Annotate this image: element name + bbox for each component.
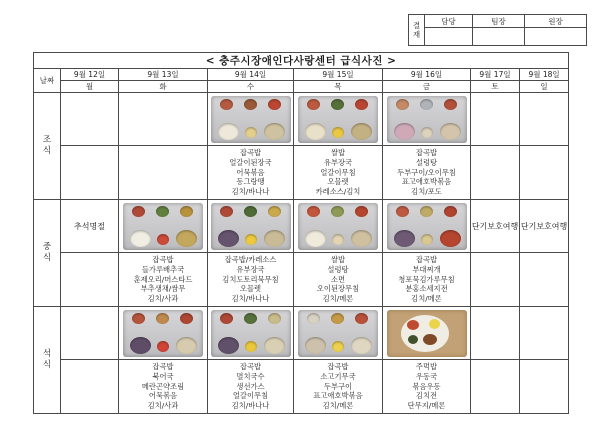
side-dish-bowl-shape bbox=[180, 313, 193, 324]
dinner-col5-photo-cell bbox=[383, 307, 471, 360]
ctr-bowl-shape bbox=[157, 341, 169, 352]
soup-bowl-shape bbox=[440, 230, 461, 247]
meal-label-dinner: 석 식 bbox=[34, 307, 61, 414]
page-title: < 충주시장애인다사랑센터 급식사진 > bbox=[34, 53, 569, 69]
menu-line: 볶음우동 bbox=[412, 381, 441, 391]
side-dish-bowl-shape bbox=[244, 206, 257, 217]
approval-stamp-label bbox=[409, 15, 425, 46]
rice-bowl-shape bbox=[305, 230, 326, 247]
menu-line: 유부장국 bbox=[236, 264, 265, 274]
breakfast-col7-menu-cell bbox=[520, 146, 569, 200]
menu-line: 우동국 bbox=[415, 371, 438, 381]
approval-col-timjang: 팀장 bbox=[473, 15, 525, 28]
menu-line: 단무지/메론 bbox=[407, 401, 446, 411]
dinner-col2-menu-cell bbox=[119, 360, 208, 414]
approval-sign-cell bbox=[525, 28, 587, 46]
menu-line: 어묵볶음 bbox=[236, 167, 265, 177]
side-dish-bowl-shape bbox=[268, 99, 281, 110]
rice-bowl-shape bbox=[394, 230, 415, 247]
menu-line: 김치/메론 bbox=[411, 294, 442, 304]
breakfast-col2-photo-cell bbox=[119, 93, 208, 146]
dinner-col7-photo-cell bbox=[520, 307, 569, 360]
rice-bowl-shape bbox=[130, 337, 151, 354]
ctr-bowl-shape bbox=[421, 234, 433, 245]
rice-bowl-shape bbox=[218, 230, 239, 247]
dinner-col1-menu-cell bbox=[61, 360, 119, 414]
date-col-2: 9월 13일 bbox=[119, 69, 208, 81]
menu-line: 얼갈이무침 bbox=[320, 167, 356, 177]
day-col-4: 목 bbox=[294, 81, 383, 93]
breakfast-col5-photo-cell bbox=[383, 93, 471, 146]
menu-line: 김치/바나나 bbox=[231, 294, 270, 304]
menu-line: 오믈렛 bbox=[327, 177, 349, 187]
menu-line: 들가루배추국 bbox=[141, 264, 185, 274]
menu-line: 얼갈이무침 bbox=[232, 391, 269, 401]
lunch-col6-note-cell: 단기보호여행 bbox=[471, 200, 520, 253]
rice-bowl-shape bbox=[218, 337, 239, 354]
side-dish-bowl-shape bbox=[355, 313, 368, 324]
date-col-6: 9월 17일 bbox=[471, 69, 520, 81]
side-dish-bowl-shape bbox=[355, 99, 368, 110]
menu-line: 부대찌개 bbox=[412, 264, 441, 274]
menu-line: 두부구이/오이무침 bbox=[397, 167, 456, 177]
lunch-col5-menu-cell bbox=[383, 253, 471, 307]
breakfast-col3-menu-cell bbox=[208, 146, 294, 200]
dinner-col6-photo-cell bbox=[471, 307, 520, 360]
meal-photo bbox=[298, 203, 378, 250]
rice-bowl-shape bbox=[305, 337, 326, 354]
side-dish-bowl-shape bbox=[132, 313, 145, 324]
breakfast-col4-photo-cell bbox=[294, 93, 383, 146]
meal-photo bbox=[387, 203, 467, 250]
lunch-col7-note-cell: 단기보호여행 bbox=[520, 200, 569, 253]
menu-line: 소고기무국 bbox=[320, 371, 356, 381]
date-header-label: 날짜 bbox=[34, 69, 61, 93]
soup-bowl-shape bbox=[351, 337, 372, 354]
menu-line: 주먹밥 bbox=[415, 362, 438, 371]
meal-photo bbox=[123, 310, 203, 357]
meal-photo bbox=[123, 203, 203, 250]
dinner-col1-photo-cell bbox=[61, 307, 119, 360]
menu-line: 동그랑땡 bbox=[236, 177, 265, 187]
breakfast-col6-photo-cell bbox=[471, 93, 520, 146]
side-dish-bowl-shape bbox=[420, 99, 433, 110]
menu-line: 오이된장무침 bbox=[316, 284, 360, 294]
meal-photo bbox=[298, 96, 378, 143]
soup-bowl-shape bbox=[440, 123, 461, 140]
meal-label-lunch: 중 식 bbox=[34, 200, 61, 307]
date-col-1: 9월 12일 bbox=[61, 69, 119, 81]
food-item-shape bbox=[408, 335, 418, 344]
side-dish-bowl-shape bbox=[156, 313, 169, 324]
side-dish-bowl-shape bbox=[180, 206, 193, 217]
menu-line: 얼갈이된장국 bbox=[229, 157, 272, 167]
menu-line: 분홍소세지전 bbox=[405, 284, 448, 294]
approval-stamp-top: 결 bbox=[412, 21, 421, 30]
breakfast-col4-menu-cell bbox=[294, 146, 383, 200]
food-item-shape bbox=[429, 319, 440, 329]
soup-bowl-shape bbox=[351, 230, 372, 247]
menu-line: 오믈렛 bbox=[239, 284, 262, 294]
dinner-col3-photo-cell bbox=[208, 307, 294, 360]
lunch-col2-photo-cell bbox=[119, 200, 208, 253]
day-col-7: 일 bbox=[520, 81, 569, 93]
menu-line: 김치전 bbox=[415, 391, 438, 401]
breakfast-col7-photo-cell bbox=[520, 93, 569, 146]
dinner-col3-menu-cell bbox=[208, 360, 294, 414]
day-col-3: 수 bbox=[208, 81, 294, 93]
menu-line: 잡곡밥 bbox=[239, 148, 262, 157]
meal-photo bbox=[387, 96, 467, 143]
side-dish-bowl-shape bbox=[307, 99, 320, 110]
date-col-7: 9월 18일 bbox=[520, 69, 569, 81]
side-dish-bowl-shape bbox=[331, 313, 344, 324]
menu-line: 김치/메론 bbox=[322, 401, 354, 411]
meal-label-breakfast: 조 식 bbox=[34, 93, 61, 200]
side-dish-bowl-shape bbox=[355, 206, 368, 217]
soup-bowl-shape bbox=[264, 230, 285, 247]
ctr-bowl-shape bbox=[421, 127, 433, 138]
breakfast-col3-photo-cell bbox=[208, 93, 294, 146]
menu-line: 표고애호박볶음 bbox=[313, 391, 363, 401]
menu-line: 김치/사과 bbox=[147, 294, 179, 304]
menu-table bbox=[33, 52, 569, 414]
dinner-col5-menu-cell bbox=[383, 360, 471, 414]
day-col-5: 금 bbox=[383, 81, 471, 93]
dinner-col6-menu-cell bbox=[471, 360, 520, 414]
lunch-col4-photo-cell bbox=[294, 200, 383, 253]
rice-bowl-shape bbox=[130, 230, 151, 247]
menu-line: 김치도토리묵무침 bbox=[222, 274, 279, 284]
menu-line: 설렁탕 bbox=[415, 157, 438, 167]
menu-line: 잡곡밥 bbox=[415, 255, 438, 264]
ctr-bowl-shape bbox=[332, 341, 344, 352]
dinner-col2-photo-cell bbox=[119, 307, 208, 360]
side-dish-bowl-shape bbox=[220, 313, 233, 324]
side-dish-bowl-shape bbox=[331, 99, 344, 110]
menu-line: 잡곡밥/카레소스 bbox=[224, 255, 277, 264]
rice-bowl-shape bbox=[394, 123, 415, 140]
side-dish-bowl-shape bbox=[220, 206, 233, 217]
lunch-col7-menu-cell bbox=[520, 253, 569, 307]
approval-col-damdang: 담당 bbox=[425, 15, 473, 28]
menu-line: 두부구이 bbox=[323, 381, 353, 391]
lunch-col3-menu-cell bbox=[208, 253, 294, 307]
menu-line: 북어국 bbox=[152, 371, 174, 381]
soup-bowl-shape bbox=[264, 123, 285, 140]
menu-line: 잡곡밥 bbox=[152, 255, 174, 264]
menu-line: 청포묵김가루무침 bbox=[398, 274, 455, 284]
day-col-6: 토 bbox=[471, 81, 520, 93]
lunch-col5-photo-cell bbox=[383, 200, 471, 253]
side-dish-bowl-shape bbox=[156, 206, 169, 217]
ctr-bowl-shape bbox=[245, 234, 257, 245]
menu-line: 잡곡밥 bbox=[415, 148, 438, 157]
side-dish-bowl-shape bbox=[331, 206, 344, 217]
rice-bowl-shape bbox=[218, 123, 239, 140]
menu-line: 김치/메론 bbox=[322, 294, 354, 304]
side-dish-bowl-shape bbox=[244, 313, 257, 324]
approval-stamp-bottom: 재 bbox=[412, 30, 421, 39]
menu-line: 부추생채/쌈무 bbox=[140, 284, 186, 294]
side-dish-bowl-shape bbox=[132, 206, 145, 217]
menu-line: 김치/사과 bbox=[147, 401, 179, 411]
side-dish-bowl-shape bbox=[244, 99, 257, 110]
meal-photo bbox=[298, 310, 378, 357]
menu-line: 김치/바나나 bbox=[231, 187, 270, 197]
menu-line: 멸치국수 bbox=[236, 371, 265, 381]
menu-line: 카레소스/김치 bbox=[315, 187, 361, 197]
approval-col-wonjang: 원장 bbox=[525, 15, 587, 28]
day-col-1: 월 bbox=[61, 81, 119, 93]
ctr-bowl-shape bbox=[245, 127, 257, 138]
food-item-shape bbox=[423, 334, 437, 345]
menu-line: 쌀밥 bbox=[330, 255, 346, 264]
side-dish-bowl-shape bbox=[444, 99, 457, 110]
food-item-shape bbox=[407, 320, 419, 330]
meal-photo bbox=[211, 203, 291, 250]
menu-line: 훈제오리/머스타드 bbox=[133, 274, 193, 284]
side-dish-bowl-shape bbox=[268, 206, 281, 217]
menu-line: 김치/바나나 bbox=[231, 401, 270, 411]
approval-table bbox=[408, 14, 587, 46]
date-col-5: 9월 16일 bbox=[383, 69, 471, 81]
side-dish-bowl-shape bbox=[396, 206, 409, 217]
menu-line: 어묵볶음 bbox=[148, 391, 178, 401]
breakfast-col1-photo-cell bbox=[61, 93, 119, 146]
breakfast-col2-menu-cell bbox=[119, 146, 208, 200]
lunch-col6-menu-cell bbox=[471, 253, 520, 307]
lunch-col1-note-cell: 추석명절 bbox=[61, 200, 119, 253]
soup-bowl-shape bbox=[264, 337, 285, 354]
ctr-bowl-shape bbox=[245, 341, 257, 352]
menu-line: 잡곡밥 bbox=[327, 362, 349, 371]
menu-line: 유부장국 bbox=[323, 157, 353, 167]
meal-photo bbox=[387, 310, 467, 357]
rice-bowl-shape bbox=[305, 123, 326, 140]
meal-photo bbox=[211, 96, 291, 143]
approval-sign-cell bbox=[473, 28, 525, 46]
menu-line: 메란곤약조림 bbox=[141, 381, 185, 391]
day-col-2: 화 bbox=[119, 81, 208, 93]
menu-line: 잡곡밥 bbox=[152, 362, 174, 371]
ctr-bowl-shape bbox=[332, 127, 344, 138]
menu-line: 생선가스 bbox=[236, 381, 265, 391]
soup-bowl-shape bbox=[176, 337, 197, 354]
side-dish-bowl-shape bbox=[420, 206, 433, 217]
lunch-col1-menu-cell bbox=[61, 253, 119, 307]
menu-line: 표고애호박볶음 bbox=[401, 177, 452, 187]
side-dish-bowl-shape bbox=[396, 99, 409, 110]
soup-bowl-shape bbox=[351, 123, 372, 140]
breakfast-col5-menu-cell bbox=[383, 146, 471, 200]
soup-bowl-shape bbox=[176, 230, 197, 247]
side-dish-bowl-shape bbox=[220, 99, 233, 110]
breakfast-col1-menu-cell bbox=[61, 146, 119, 200]
side-dish-bowl-shape bbox=[268, 313, 281, 324]
breakfast-col6-menu-cell bbox=[471, 146, 520, 200]
date-col-3: 9월 14일 bbox=[208, 69, 294, 81]
meal-photo bbox=[211, 310, 291, 357]
menu-line: 소면 bbox=[330, 274, 346, 284]
approval-sign-cell bbox=[425, 28, 473, 46]
side-dish-bowl-shape bbox=[444, 206, 457, 217]
lunch-col4-menu-cell bbox=[294, 253, 383, 307]
menu-line: 설렁탕 bbox=[327, 264, 349, 274]
lunch-col3-photo-cell bbox=[208, 200, 294, 253]
menu-line: 김치/포도 bbox=[411, 187, 442, 197]
dinner-col4-photo-cell bbox=[294, 307, 383, 360]
plate-shape bbox=[401, 315, 449, 352]
dinner-col4-menu-cell bbox=[294, 360, 383, 414]
date-col-4: 9월 15일 bbox=[294, 69, 383, 81]
menu-line: 잡곡밥 bbox=[239, 362, 262, 371]
ctr-bowl-shape bbox=[332, 234, 344, 245]
menu-line: 쌀밥 bbox=[330, 148, 346, 157]
side-dish-bowl-shape bbox=[307, 206, 320, 217]
ctr-bowl-shape bbox=[157, 234, 169, 245]
dinner-col7-menu-cell bbox=[520, 360, 569, 414]
lunch-col2-menu-cell bbox=[119, 253, 208, 307]
side-dish-bowl-shape bbox=[307, 313, 320, 324]
